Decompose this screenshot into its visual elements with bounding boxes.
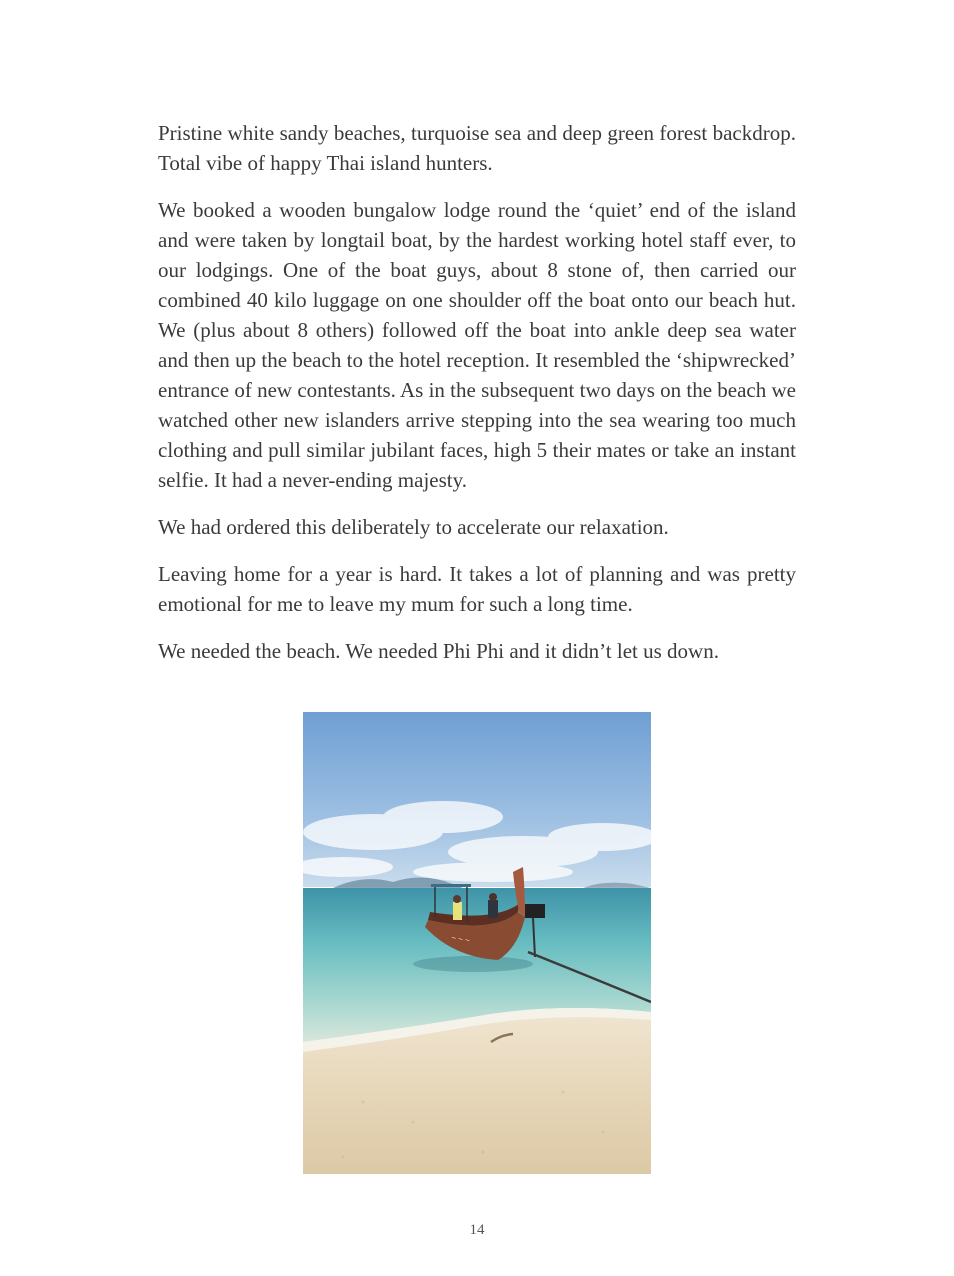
body-text xyxy=(158,118,796,683)
paragraph-1: Pristine white sandy beaches, turquoise sea and deep green forest backdrop. Total vibe of happy Thai island hunters. xyxy=(158,121,796,175)
svg-text:~ ~ ~: ~ ~ ~ xyxy=(450,933,471,946)
paragraph-5: We needed the beach. We needed Phi Phi and it didn’t let us down. xyxy=(158,639,719,663)
paragraph-3: We had ordered this deliberately to accelerate our relaxation. xyxy=(158,515,669,539)
beach-longtail-boat-photo xyxy=(303,712,651,1174)
page-number: 14 xyxy=(469,1222,485,1238)
paragraph-4: Leaving home for a year is hard. It takes a lot of planning and was pretty emotional for me to leave my mum for such a long time. xyxy=(158,562,796,616)
paragraph-2: We booked a wooden bungalow lodge round the ‘quiet’ end of the island and were taken by longtail boat, by the hardest working hotel staff ever, to our lodgings. One of the boat guys, about 8 stone of, then carried our combined 40 kilo luggage on one shoulder off the boat onto our beach hut. We (plus about 8 others) followed off the boat into ankle deep sea water and then up the beach to the hotel reception. It resembled the ‘shipwrecked’ entrance of new contestants. As in the subsequent two days on the beach we watched other new islanders arrive stepping into the sea wearing too much clothing and pull similar jubilant faces, high 5 their mates or take an instant selfie. It had a never-ending majesty. xyxy=(158,198,796,492)
